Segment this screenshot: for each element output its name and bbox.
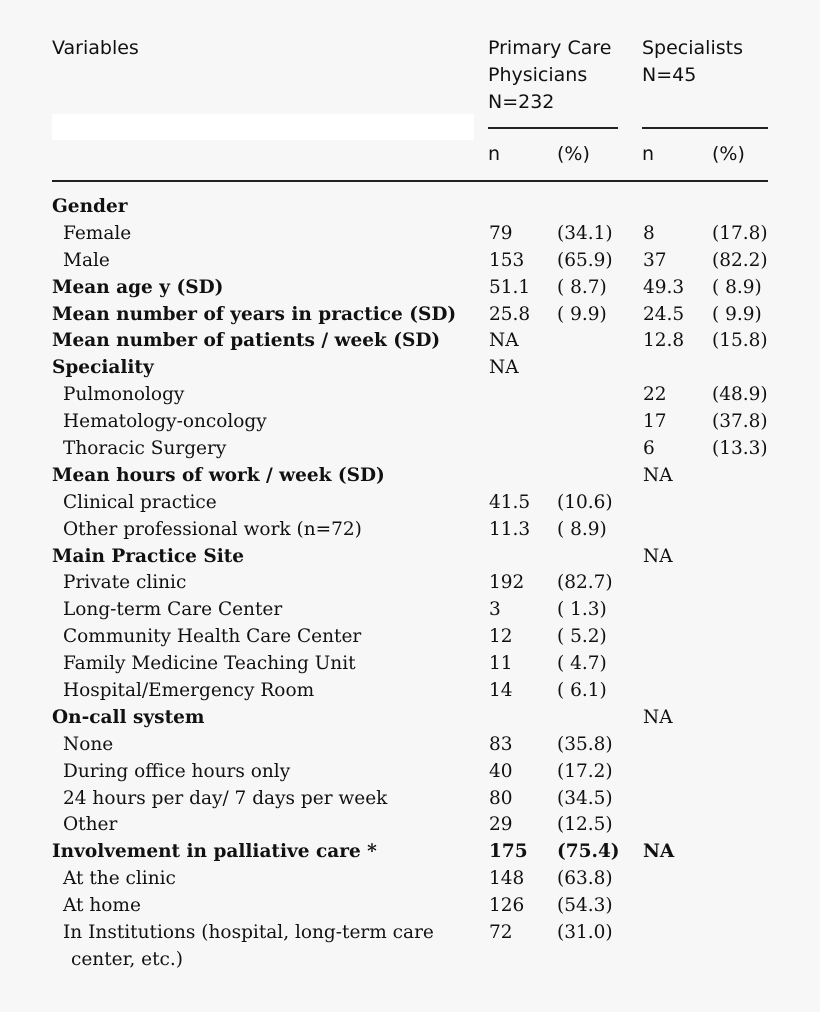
row-label-text: Private clinic <box>63 572 187 594</box>
col-pct-primary: (%) <box>557 143 590 165</box>
cell-c4: (37.8) <box>712 411 768 433</box>
header-primary-care: Primary Care Physicians N=232 <box>488 37 612 113</box>
row-label-text: Pulmonology <box>63 384 185 406</box>
cell-c3: 17 <box>643 411 667 433</box>
row-label <box>63 409 267 436</box>
row-label-text: Gender <box>52 196 128 217</box>
cell-c3: NA <box>643 545 673 567</box>
row-label-text: Family Medicine Teaching Unit <box>63 653 356 675</box>
row-label <box>52 705 204 732</box>
row-label <box>63 759 290 786</box>
row-label <box>63 248 110 275</box>
row-label-text: Involvement in palliative care * <box>52 841 377 863</box>
cell-c2: ( 8.7) <box>557 276 607 298</box>
row-label-text: Mean number of patients / week (SD) <box>52 330 441 352</box>
row-label-continuation: center, etc.) <box>71 948 184 970</box>
cell-c2: ( 4.7) <box>557 653 607 675</box>
cell-c2: (31.0) <box>557 922 613 944</box>
cell-c4: (82.2) <box>712 249 768 271</box>
row-label <box>63 732 113 759</box>
cell-c2: (82.7) <box>557 572 613 594</box>
col-n-primary: n <box>488 143 501 165</box>
row-label <box>63 221 131 248</box>
cell-c4: ( 9.9) <box>712 303 762 325</box>
row-label-text: Clinical practice <box>63 491 217 513</box>
cell-c1: 14 <box>489 680 513 702</box>
cell-c3: NA <box>643 464 673 486</box>
row-label-text: At home <box>63 895 141 917</box>
header-bottom-rule <box>52 180 768 182</box>
cell-c3: 49.3 <box>643 276 685 298</box>
cell-c2: (17.2) <box>557 760 613 782</box>
cell-c1: 192 <box>489 572 525 594</box>
cell-c3: 6 <box>643 438 655 460</box>
cell-c2: (75.4) <box>557 841 620 863</box>
cell-c2: ( 9.9) <box>557 303 607 325</box>
row-label <box>52 839 377 866</box>
cell-c1: 126 <box>489 895 525 917</box>
cell-c1: 41.5 <box>489 491 531 513</box>
row-label-text: Main Practice Site <box>52 545 245 567</box>
cell-c1: 72 <box>489 922 513 944</box>
row-label-text: Mean hours of work / week (SD) <box>52 464 385 486</box>
row-label-text: Male <box>63 249 110 271</box>
cell-c1: 11.3 <box>489 518 531 540</box>
cell-c2: (35.8) <box>557 733 613 755</box>
row-label-text: Long-term Care Center <box>63 599 283 621</box>
row-label-text: On-call system <box>52 706 205 728</box>
row-label <box>63 597 282 624</box>
row-label-text: Community Health Care Center <box>63 626 362 648</box>
cell-c4: (48.9) <box>712 384 768 406</box>
blank-label-bar <box>52 114 474 140</box>
cell-c3: 22 <box>643 384 667 406</box>
cell-c1: 175 <box>489 841 528 863</box>
row-label <box>63 678 314 705</box>
row-label-text: Female <box>63 222 132 244</box>
row-label-text: None <box>63 733 114 755</box>
row-label-text: Other <box>63 814 118 836</box>
row-label <box>63 570 186 597</box>
cell-c1: 148 <box>489 868 525 890</box>
cell-c1: 153 <box>489 249 525 271</box>
cell-c2: (54.3) <box>557 895 613 917</box>
cell-c2: (63.8) <box>557 868 613 890</box>
cell-c1: 80 <box>489 787 513 809</box>
cell-c1: 12 <box>489 626 513 648</box>
row-label <box>63 812 117 839</box>
cell-c3: 37 <box>643 249 667 271</box>
cell-c2: (34.5) <box>557 787 613 809</box>
row-label-text: Speciality <box>52 357 154 379</box>
cell-c2: (65.9) <box>557 249 613 271</box>
row-label-text: In Institutions (hospital, long-term care <box>63 922 434 944</box>
header-specialists: Specialists N=45 <box>642 37 743 86</box>
cell-c1: 25.8 <box>489 303 531 325</box>
cell-c4: (17.8) <box>712 222 768 244</box>
row-label <box>63 920 471 974</box>
row-label <box>52 463 385 490</box>
cell-c1: 83 <box>489 733 513 755</box>
row-label-text: Other professional work (n=72) <box>63 518 362 540</box>
cell-c3: 8 <box>643 222 655 244</box>
row-label-text: Hematology-oncology <box>63 411 267 433</box>
cell-c4: (15.8) <box>712 330 768 352</box>
cell-c1: 3 <box>489 599 501 621</box>
row-label <box>63 651 356 678</box>
cell-c4: ( 8.9) <box>712 276 762 298</box>
row-label <box>52 275 223 302</box>
row-label <box>52 194 127 221</box>
header-variables: Variables <box>52 37 139 59</box>
row-label <box>63 893 141 920</box>
row-label <box>63 436 226 463</box>
row-label <box>52 355 154 382</box>
cell-c1: 11 <box>489 653 513 675</box>
row-label <box>52 328 440 355</box>
group1-underline <box>488 127 618 129</box>
row-label <box>52 544 244 571</box>
cell-c4: (13.3) <box>712 438 768 460</box>
cell-c1: 51.1 <box>489 276 531 298</box>
cell-c2: ( 8.9) <box>557 518 607 540</box>
row-label-text: Mean age y (SD) <box>52 276 224 298</box>
row-label <box>63 490 217 517</box>
row-label-text: Hospital/Emergency Room <box>63 680 315 702</box>
row-label <box>63 517 362 544</box>
col-n-specialists: n <box>642 143 655 165</box>
row-label <box>63 866 176 893</box>
row-label <box>52 302 456 329</box>
row-label-text: Mean number of years in practice (SD) <box>52 303 457 325</box>
row-label-text: 24 hours per day/ 7 days per week <box>63 787 388 809</box>
cell-c1: NA <box>489 330 519 352</box>
cell-c1: NA <box>489 357 519 379</box>
cell-c2: ( 6.1) <box>557 680 607 702</box>
row-label <box>63 786 387 813</box>
row-label <box>63 382 184 409</box>
cell-c1: 40 <box>489 760 513 782</box>
cell-c2: (34.1) <box>557 222 613 244</box>
col-pct-specialists: (%) <box>712 143 745 165</box>
cell-c2: (12.5) <box>557 814 613 836</box>
cell-c2: (10.6) <box>557 491 613 513</box>
cell-c3: 24.5 <box>643 303 685 325</box>
row-label-text: Thoracic Surgery <box>63 438 227 460</box>
cell-c1: 29 <box>489 814 513 836</box>
cell-c2: ( 5.2) <box>557 626 607 648</box>
group2-underline <box>642 127 768 129</box>
row-label-text: At the clinic <box>63 868 176 890</box>
cell-c3: NA <box>643 706 673 728</box>
cell-c3: 12.8 <box>643 330 685 352</box>
cell-c2: ( 1.3) <box>557 599 607 621</box>
cell-c1: 79 <box>489 222 513 244</box>
row-label <box>63 624 361 651</box>
cell-c3: NA <box>643 841 675 863</box>
row-label-text: During office hours only <box>63 760 291 782</box>
